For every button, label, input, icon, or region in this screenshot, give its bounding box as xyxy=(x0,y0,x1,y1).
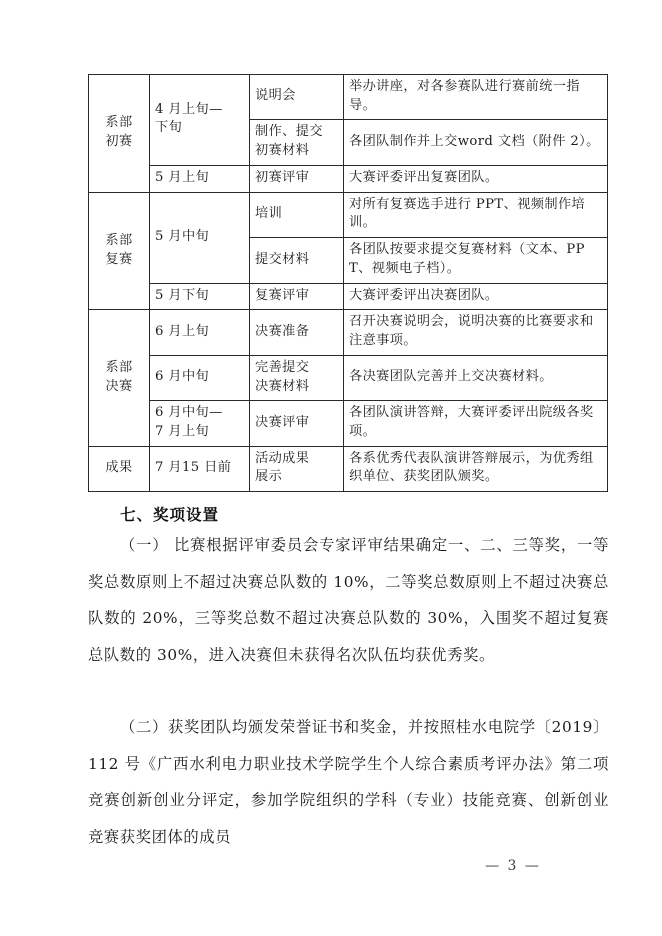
table-cell-item: 提交材料 xyxy=(250,238,344,283)
paragraph-awards-one xyxy=(88,527,609,673)
table-cell-time xyxy=(150,75,250,166)
table-cell-item: 决赛评审 xyxy=(250,401,344,446)
stage-line-2: 初赛 xyxy=(105,133,133,149)
stage-line-2: 复赛 xyxy=(105,251,133,267)
paragraph-text: （一） 比赛根据评审委员会专家评审结果确定一、二、三等奖，一等奖总数原则上不超过决赛总队数的 10%，二等奖总数原则上不超过决赛总队数的 20%，三等奖总数不超过决赛总队数的 30%，入围奖不超过复赛总队数的 30%，进入决赛但未获得名次队伍均获优秀奖。 xyxy=(88,536,609,664)
table-cell-stage xyxy=(89,192,150,310)
table-cell-time: 6 月中旬 xyxy=(150,355,250,400)
time-line-1: 4 月上旬— xyxy=(155,101,223,117)
item-line-2: 决赛材料 xyxy=(255,378,310,394)
table-cell-desc: 大赛评委评出决赛团队。 xyxy=(344,283,608,310)
item-line-2: 展示 xyxy=(255,469,283,485)
table-cell-item: 说明会 xyxy=(250,75,344,120)
table-row xyxy=(89,355,608,400)
table-cell-time: 6 月上旬 xyxy=(150,310,250,355)
table-cell-desc: 各团队演讲答辩，大赛评委评出院级各奖项。 xyxy=(344,401,608,446)
competition-schedule-table xyxy=(88,74,608,492)
table-cell-stage xyxy=(89,310,150,446)
item-line-2: 初赛材料 xyxy=(255,143,310,159)
table-cell-time: 5 月上旬 xyxy=(150,165,250,192)
table-row xyxy=(89,75,608,120)
table-cell-item xyxy=(250,355,344,400)
item-line-1: 完善提交 xyxy=(255,359,310,375)
stage-line-1: 系部 xyxy=(105,359,133,375)
table-cell-time: 5 月中旬 xyxy=(150,192,250,283)
table-row xyxy=(89,401,608,446)
page-number: — 3 — xyxy=(485,858,541,874)
table-cell-time: 7 月15 日前 xyxy=(150,446,250,491)
paragraph-awards-two xyxy=(88,709,609,855)
table-row xyxy=(89,310,608,355)
table-cell-time xyxy=(150,401,250,446)
table-cell-desc: 对所有复赛选手进行 PPT、视频制作培训。 xyxy=(344,192,608,237)
table-cell-desc: 举办讲座，对各参赛队进行赛前统一指导。 xyxy=(344,75,608,120)
page-footer xyxy=(0,858,662,874)
table-cell-desc: 大赛评委评出复赛团队。 xyxy=(344,165,608,192)
section-heading-awards: 七、奖项设置 xyxy=(120,506,220,524)
stage-line-1: 系部 xyxy=(105,232,133,248)
stage-line-1: 系部 xyxy=(105,115,133,131)
table-row xyxy=(89,192,608,237)
stage-line-2: 决赛 xyxy=(105,378,133,394)
table-cell-desc: 各团队按要求提交复赛材料（文本、PPT、视频电子档）。 xyxy=(344,238,608,283)
table-cell-item xyxy=(250,446,344,491)
time-line-1: 6 月中旬— xyxy=(155,405,223,421)
item-line-1: 活动成果 xyxy=(255,450,310,466)
table-cell-stage: 成果 xyxy=(89,446,150,491)
table-cell-desc: 各系优秀代表队演讲答辩展示，为优秀组织单位、获奖团队颁奖。 xyxy=(344,446,608,491)
table-cell-item xyxy=(250,120,344,165)
table-row xyxy=(89,165,608,192)
time-line-2: 下旬 xyxy=(155,120,183,136)
paragraph-text: （二）获奖团队均颁发荣誉证书和奖金，并按照桂水电院学〔2019〕112 号《广西水利电力职业技术学院学生个人综合素质考评办法》第二项竞赛创新创业分评定，参加学院组织的学科（专业）技能竞赛、创新创业竞赛获奖团体的成员 xyxy=(88,718,609,846)
time-line-2: 7 月上旬 xyxy=(155,424,210,440)
competition-schedule-table-container xyxy=(88,74,608,492)
table-cell-stage xyxy=(89,75,150,193)
table-cell-item: 复赛评审 xyxy=(250,283,344,310)
table-cell-item: 决赛准备 xyxy=(250,310,344,355)
item-line-1: 制作、提交 xyxy=(255,124,323,140)
table-cell-desc: 各决赛团队完善并上交决赛材料。 xyxy=(344,355,608,400)
table-cell-time: 5 月下旬 xyxy=(150,283,250,310)
table-cell-desc: 召开决赛说明会，说明决赛的比赛要求和注意事项。 xyxy=(344,310,608,355)
table-row xyxy=(89,446,608,491)
table-cell-item: 培训 xyxy=(250,192,344,237)
table-cell-desc: 各团队制作并上交word 文档（附件 2）。 xyxy=(344,120,608,165)
table-row xyxy=(89,283,608,310)
table-cell-item: 初赛评审 xyxy=(250,165,344,192)
